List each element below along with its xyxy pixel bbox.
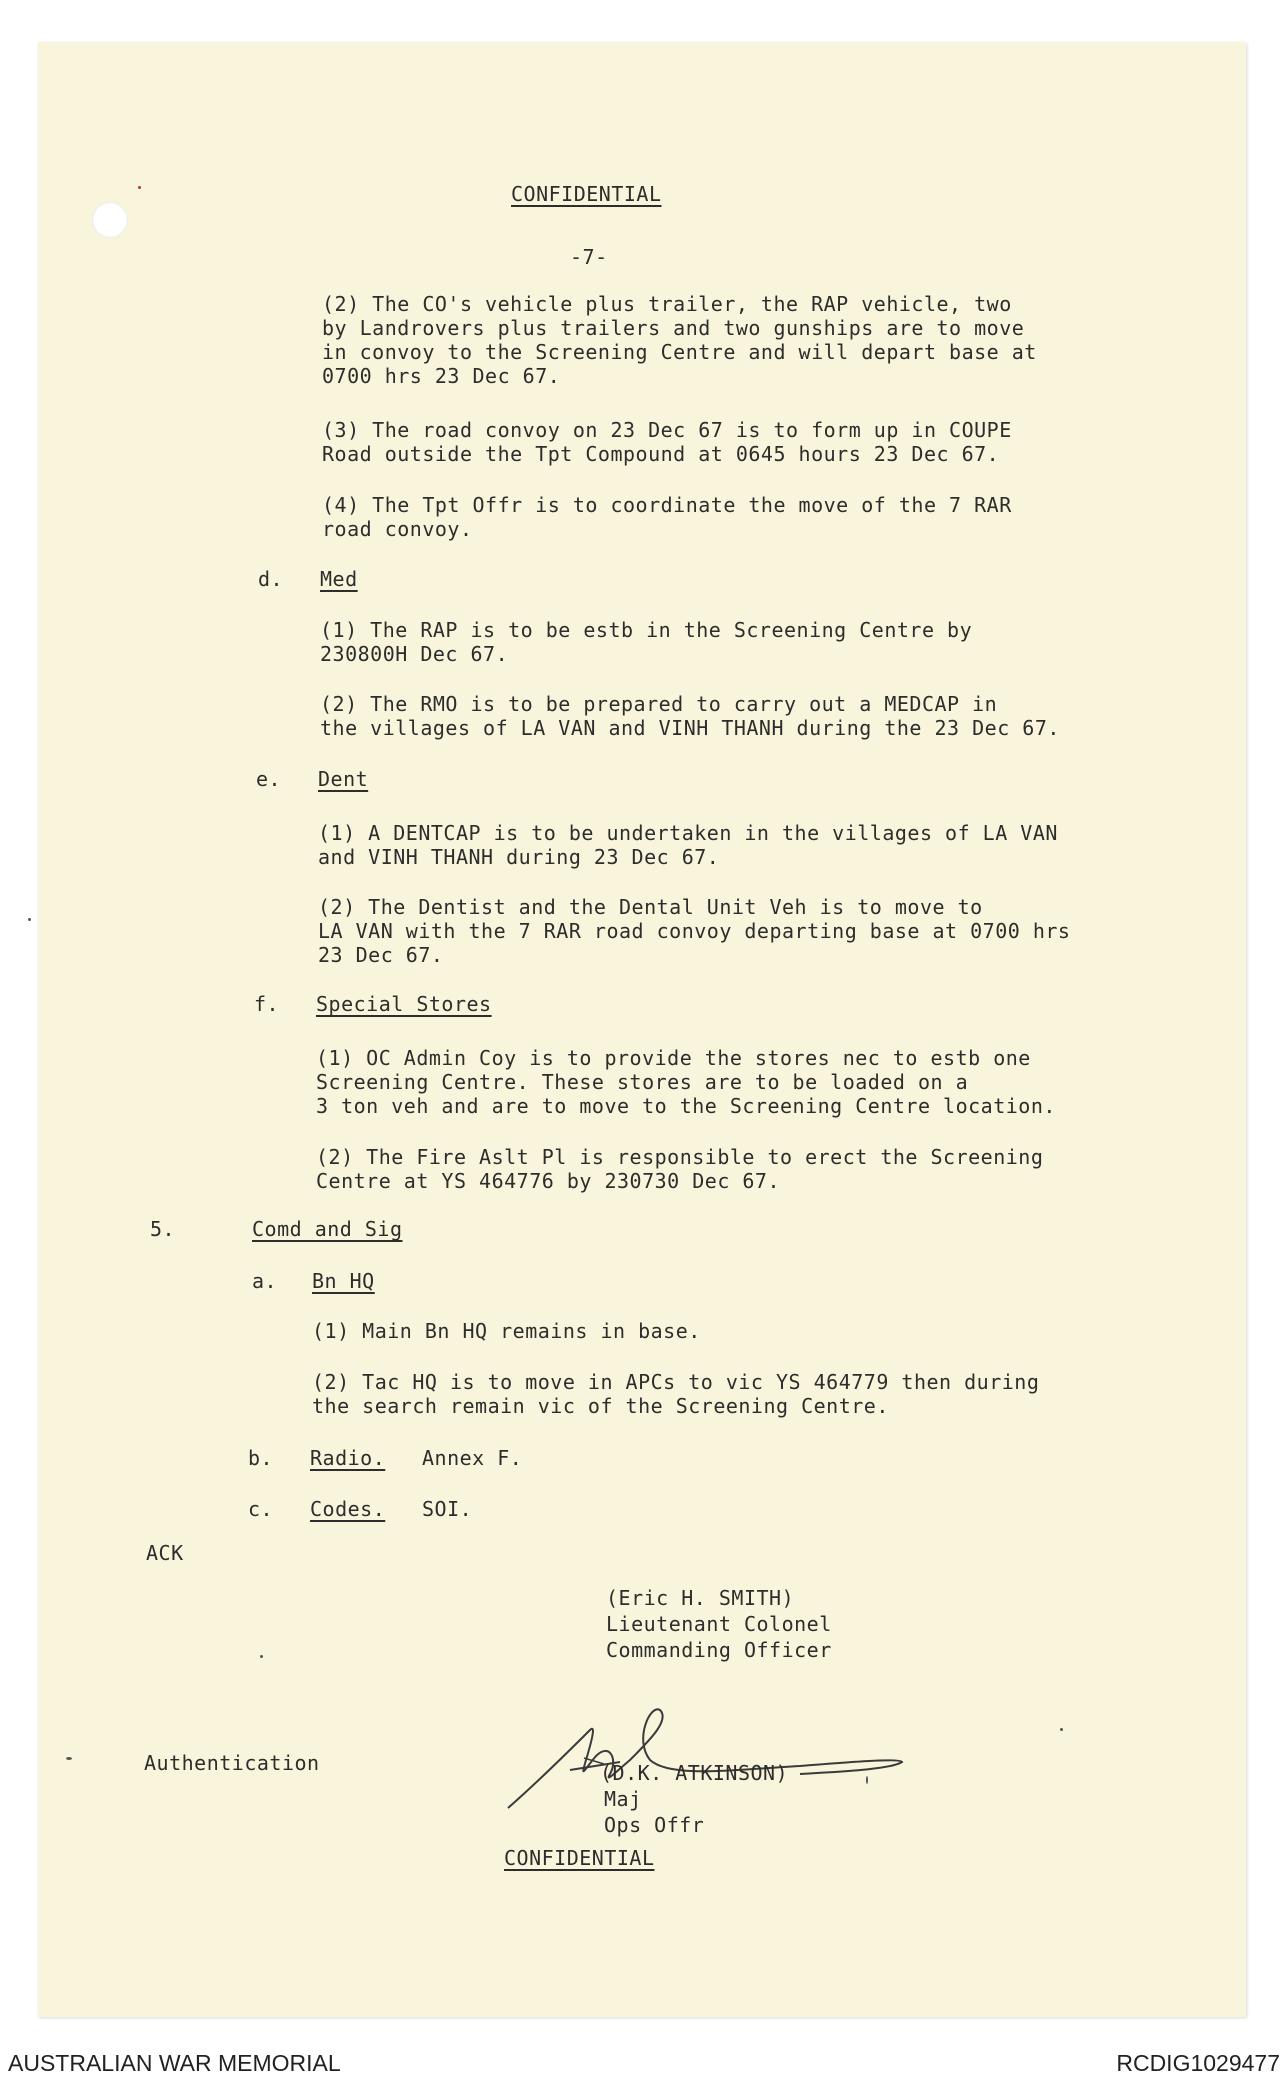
para-d-1-line-2: 230800H Dec 67. <box>320 642 509 666</box>
ack-label: ACK <box>146 1541 184 1565</box>
para-c-2-line-3: in convoy to the Screening Centre and will depart base at <box>322 340 1037 364</box>
para-5-heading: Comd and Sig <box>252 1217 403 1241</box>
para-d-letter: d. <box>258 567 284 591</box>
para-e-2-line-1: (2) The Dentist and the Dental Unit Veh is to move to <box>318 895 983 919</box>
para-5a-1-line-1: (1) Main Bn HQ remains in base. <box>312 1319 701 1343</box>
para-d-2-line-1: (2) The RMO is to be prepared to carry out a MEDCAP in <box>320 692 998 716</box>
para-d-1-line-1: (1) The RAP is to be estb in the Screening Centre by <box>320 618 973 642</box>
para-e-1-line-1: (1) A DENTCAP is to be undertaken in the villages of LA VAN <box>318 821 1058 845</box>
archive-source: AUSTRALIAN WAR MEMORIAL <box>8 2050 341 2076</box>
para-c-3-line-1: (3) The road convoy on 23 Dec 67 is to form up in COUPE <box>322 418 1012 442</box>
paper-speck <box>138 186 141 189</box>
handwritten-signature <box>500 1700 920 1820</box>
para-c-2-line-1: (2) The CO's vehicle plus trailer, the RAP vehicle, two <box>322 292 1012 316</box>
para-d-heading: Med <box>320 567 358 591</box>
punch-hole <box>92 202 128 238</box>
para-e-heading: Dent <box>318 767 369 791</box>
page-number: -7- <box>570 245 608 269</box>
para-f-letter: f. <box>254 992 280 1016</box>
para-f-1-line-1: (1) OC Admin Coy is to provide the stores nec to estb one <box>316 1046 1031 1070</box>
para-c-2-line-4: 0700 hrs 23 Dec 67. <box>322 364 561 388</box>
para-e-2-line-2: LA VAN with the 7 RAR road convoy departing base at 0700 hrs <box>318 919 1071 943</box>
para-5a-letter: a. <box>252 1269 278 1293</box>
signatory-title: Commanding Officer <box>606 1638 832 1662</box>
authenticator-rank: Maj <box>604 1787 642 1811</box>
para-f-1-line-3: 3 ton veh and are to move to the Screening Centre location. <box>316 1094 1056 1118</box>
para-c-4-line-1: (4) The Tpt Offr is to coordinate the move of the 7 RAR <box>322 493 1012 517</box>
para-c-2-line-2: by Landrovers plus trailers and two gunships are to move <box>322 316 1025 340</box>
para-c-4-line-2: road convoy. <box>322 517 473 541</box>
paper-speck <box>866 1776 868 1784</box>
para-5b-heading: Radio. <box>310 1446 386 1470</box>
archive-record-id: RCDIG1029477 <box>1116 2050 1280 2076</box>
signatory-rank: Lieutenant Colonel <box>606 1612 832 1636</box>
para-e-letter: e. <box>256 767 282 791</box>
para-d-2-line-2: the villages of LA VAN and VINH THANH during the 23 Dec 67. <box>320 716 1060 740</box>
para-f-heading: Special Stores <box>316 992 492 1016</box>
para-5a-2-line-2: the search remain vic of the Screening Centre. <box>312 1394 889 1418</box>
para-5c-value: SOI. <box>422 1497 473 1521</box>
para-c-3-line-2: Road outside the Tpt Compound at 0645 hours 23 Dec 67. <box>322 442 1000 466</box>
paper-speck <box>260 1655 263 1658</box>
signatory-name: (Eric H. SMITH) <box>606 1586 795 1610</box>
para-5b-value: Annex F. <box>422 1446 523 1470</box>
para-f-2-line-1: (2) The Fire Aslt Pl is responsible to erect the Screening <box>316 1145 1044 1169</box>
authenticator-name: (D.K. ATKINSON) <box>600 1761 789 1785</box>
para-5b-letter: b. <box>248 1446 274 1470</box>
para-f-1-line-2: Screening Centre. These stores are to be loaded on a <box>316 1070 969 1094</box>
paper-speck <box>28 918 31 921</box>
para-5c-heading: Codes. <box>310 1497 386 1521</box>
para-5c-letter: c. <box>248 1497 274 1521</box>
paper-speck <box>1060 1728 1063 1731</box>
para-5-number: 5. <box>150 1217 176 1241</box>
para-e-2-line-3: 23 Dec 67. <box>318 943 444 967</box>
authenticator-title: Ops Offr <box>604 1813 705 1837</box>
header-classification: CONFIDENTIAL <box>511 182 662 206</box>
para-e-1-line-2: and VINH THANH during 23 Dec 67. <box>318 845 720 869</box>
paper-speck <box>66 1757 72 1760</box>
para-f-2-line-2: Centre at YS 464776 by 230730 Dec 67. <box>316 1169 781 1193</box>
authentication-label: Authentication <box>144 1751 320 1775</box>
para-5a-2-line-1: (2) Tac HQ is to move in APCs to vic YS 464779 then during <box>312 1370 1040 1394</box>
footer-classification: CONFIDENTIAL <box>504 1846 655 1870</box>
para-5a-heading: Bn HQ <box>312 1269 375 1293</box>
